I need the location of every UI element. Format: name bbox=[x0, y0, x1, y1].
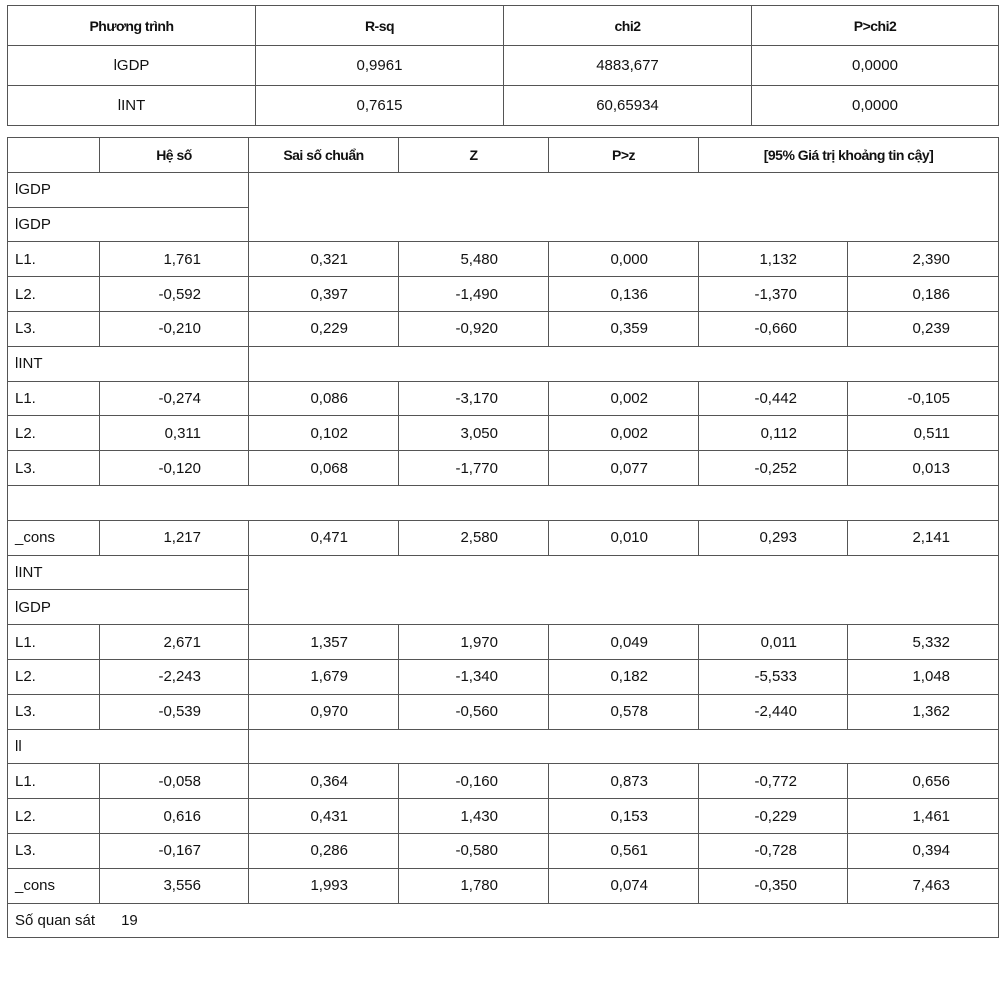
summary-r-sq: 0,9961 bbox=[256, 46, 504, 86]
row-value: 0,229 bbox=[249, 311, 399, 346]
row-label: L1. bbox=[8, 242, 100, 277]
row-value: -1,370 bbox=[699, 277, 848, 312]
row-value: 0,153 bbox=[549, 799, 699, 834]
table-row bbox=[8, 799, 999, 834]
row-value: 0,086 bbox=[249, 381, 399, 416]
row-value: 0,000 bbox=[549, 242, 699, 277]
coefficient-table bbox=[7, 137, 999, 938]
row-value: -0,105 bbox=[848, 381, 999, 416]
row-value: 1,430 bbox=[399, 799, 549, 834]
header-r-sq: R-sq bbox=[256, 6, 504, 46]
row-value: 0,112 bbox=[699, 416, 848, 451]
regressor-label-row bbox=[8, 590, 999, 625]
row-label: L2. bbox=[8, 659, 100, 694]
empty-cell bbox=[249, 555, 999, 590]
regressor-label: lINT bbox=[8, 346, 249, 381]
row-value: 2,580 bbox=[399, 520, 549, 555]
row-value: -1,770 bbox=[399, 451, 549, 486]
observations-value: 19 bbox=[121, 911, 138, 929]
summary-header-row bbox=[8, 6, 999, 46]
table-row bbox=[8, 311, 999, 346]
row-label: L3. bbox=[8, 833, 100, 868]
row-label: L3. bbox=[8, 451, 100, 486]
row-value: 0,561 bbox=[549, 833, 699, 868]
table-row bbox=[8, 625, 999, 660]
row-value: -0,772 bbox=[699, 764, 848, 799]
row-value: 2,390 bbox=[848, 242, 999, 277]
header-confidence-interval: [95% Giá trị khoảng tin cậy] bbox=[699, 138, 999, 173]
row-value: 0,359 bbox=[549, 311, 699, 346]
summary-p-chi2: 0,0000 bbox=[752, 86, 999, 126]
row-value: -0,442 bbox=[699, 381, 848, 416]
row-value: 0,616 bbox=[100, 799, 249, 834]
regressor-label: lGDP bbox=[8, 590, 249, 625]
table-row bbox=[8, 833, 999, 868]
row-value: 0,186 bbox=[848, 277, 999, 312]
row-value: 1,362 bbox=[848, 694, 999, 729]
equation-label: lINT bbox=[8, 555, 249, 590]
table-row bbox=[8, 451, 999, 486]
row-value: 5,480 bbox=[399, 242, 549, 277]
empty-cell bbox=[249, 207, 999, 242]
header-coefficient: Hệ số bbox=[100, 138, 249, 173]
row-value: 1,461 bbox=[848, 799, 999, 834]
table-row bbox=[8, 381, 999, 416]
row-value: 0,321 bbox=[249, 242, 399, 277]
row-value: -0,580 bbox=[399, 833, 549, 868]
row-value: -1,340 bbox=[399, 659, 549, 694]
row-label: L3. bbox=[8, 311, 100, 346]
row-value: 0,970 bbox=[249, 694, 399, 729]
row-value: 2,671 bbox=[100, 625, 249, 660]
regressor-label-row bbox=[8, 729, 999, 764]
row-label: L2. bbox=[8, 416, 100, 451]
row-label: _cons bbox=[8, 520, 100, 555]
row-value: 2,141 bbox=[848, 520, 999, 555]
row-value: 0,471 bbox=[249, 520, 399, 555]
row-value: -0,539 bbox=[100, 694, 249, 729]
row-label: L1. bbox=[8, 764, 100, 799]
regressor-label-row bbox=[8, 346, 999, 381]
row-value: 0,002 bbox=[549, 381, 699, 416]
summary-chi2: 4883,677 bbox=[504, 46, 752, 86]
row-value: 1,780 bbox=[399, 868, 549, 903]
row-value: 0,011 bbox=[699, 625, 848, 660]
row-value: -0,274 bbox=[100, 381, 249, 416]
table-row bbox=[8, 277, 999, 312]
header-equation: Phương trình bbox=[8, 6, 256, 46]
model-summary-table bbox=[7, 5, 999, 126]
row-value: 0,074 bbox=[549, 868, 699, 903]
table-row bbox=[8, 416, 999, 451]
table-row bbox=[8, 764, 999, 799]
coefficient-table-body bbox=[8, 138, 999, 938]
row-value: -1,490 bbox=[399, 277, 549, 312]
row-value: -0,350 bbox=[699, 868, 848, 903]
row-value: 0,431 bbox=[249, 799, 399, 834]
equation-label: lGDP bbox=[8, 172, 249, 207]
row-value: -0,660 bbox=[699, 311, 848, 346]
row-label: L1. bbox=[8, 625, 100, 660]
summary-chi2: 60,65934 bbox=[504, 86, 752, 126]
row-value: -0,058 bbox=[100, 764, 249, 799]
table-row bbox=[8, 520, 999, 555]
regressor-label: lGDP bbox=[8, 207, 249, 242]
coef-header-row bbox=[8, 138, 999, 173]
row-value: 5,332 bbox=[848, 625, 999, 660]
row-value: -0,120 bbox=[100, 451, 249, 486]
row-value: 0,578 bbox=[549, 694, 699, 729]
row-value: -0,560 bbox=[399, 694, 549, 729]
summary-equation: lGDP bbox=[8, 46, 256, 86]
row-value: -0,160 bbox=[399, 764, 549, 799]
empty-cell bbox=[8, 485, 999, 520]
row-label: L2. bbox=[8, 799, 100, 834]
row-value: -0,210 bbox=[100, 311, 249, 346]
summary-r-sq: 0,7615 bbox=[256, 86, 504, 126]
row-value: 0,397 bbox=[249, 277, 399, 312]
header-z: Z bbox=[399, 138, 549, 173]
row-value: 0,293 bbox=[699, 520, 848, 555]
row-value: -0,592 bbox=[100, 277, 249, 312]
row-value: 0,077 bbox=[549, 451, 699, 486]
row-value: 0,068 bbox=[249, 451, 399, 486]
row-value: 0,049 bbox=[549, 625, 699, 660]
header-chi2: chi2 bbox=[504, 6, 752, 46]
regressor-label: ll bbox=[8, 729, 249, 764]
table-row bbox=[8, 868, 999, 903]
empty-cell bbox=[249, 729, 999, 764]
row-value: -0,920 bbox=[399, 311, 549, 346]
row-value: 0,182 bbox=[549, 659, 699, 694]
summary-row bbox=[8, 86, 999, 126]
row-value: -3,170 bbox=[399, 381, 549, 416]
row-value: 1,993 bbox=[249, 868, 399, 903]
spacer-row bbox=[8, 485, 999, 520]
row-value: 1,048 bbox=[848, 659, 999, 694]
row-value: 1,132 bbox=[699, 242, 848, 277]
row-value: 1,357 bbox=[249, 625, 399, 660]
row-label: L2. bbox=[8, 277, 100, 312]
row-value: 0,239 bbox=[848, 311, 999, 346]
row-value: -0,167 bbox=[100, 833, 249, 868]
row-value: 0,286 bbox=[249, 833, 399, 868]
header-variable bbox=[8, 138, 100, 173]
row-value: -5,533 bbox=[699, 659, 848, 694]
row-value: 0,311 bbox=[100, 416, 249, 451]
row-value: -2,440 bbox=[699, 694, 848, 729]
row-value: 1,217 bbox=[100, 520, 249, 555]
row-value: 0,010 bbox=[549, 520, 699, 555]
row-value: 0,394 bbox=[848, 833, 999, 868]
summary-equation: lINT bbox=[8, 86, 256, 126]
observations-label: Số quan sát bbox=[15, 911, 96, 929]
row-value: 1,970 bbox=[399, 625, 549, 660]
row-label: L1. bbox=[8, 381, 100, 416]
equation-label-row bbox=[8, 555, 999, 590]
row-value: 1,679 bbox=[249, 659, 399, 694]
empty-cell bbox=[249, 172, 999, 207]
empty-cell bbox=[249, 590, 999, 625]
row-value: 0,136 bbox=[549, 277, 699, 312]
row-label: L3. bbox=[8, 694, 100, 729]
table-row bbox=[8, 659, 999, 694]
row-value: 0,873 bbox=[549, 764, 699, 799]
row-value: 0,511 bbox=[848, 416, 999, 451]
table-row bbox=[8, 694, 999, 729]
row-value: 0,364 bbox=[249, 764, 399, 799]
row-value: 0,002 bbox=[549, 416, 699, 451]
row-value: 0,102 bbox=[249, 416, 399, 451]
header-p-chi2: P>chi2 bbox=[752, 6, 999, 46]
observations-row bbox=[8, 903, 999, 938]
row-value: -0,252 bbox=[699, 451, 848, 486]
summary-p-chi2: 0,0000 bbox=[752, 46, 999, 86]
row-value: 3,050 bbox=[399, 416, 549, 451]
row-value: 0,013 bbox=[848, 451, 999, 486]
row-value: -2,243 bbox=[100, 659, 249, 694]
header-p-z: P>z bbox=[549, 138, 699, 173]
row-value: -0,229 bbox=[699, 799, 848, 834]
summary-row bbox=[8, 46, 999, 86]
equation-label-row bbox=[8, 172, 999, 207]
row-value: 7,463 bbox=[848, 868, 999, 903]
header-std-error: Sai số chuẩn bbox=[249, 138, 399, 173]
row-value: 0,656 bbox=[848, 764, 999, 799]
table-row bbox=[8, 242, 999, 277]
observations-cell bbox=[8, 903, 999, 938]
row-value: -0,728 bbox=[699, 833, 848, 868]
row-value: 1,761 bbox=[100, 242, 249, 277]
row-label: _cons bbox=[8, 868, 100, 903]
empty-cell bbox=[249, 346, 999, 381]
row-value: 3,556 bbox=[100, 868, 249, 903]
regressor-label-row bbox=[8, 207, 999, 242]
